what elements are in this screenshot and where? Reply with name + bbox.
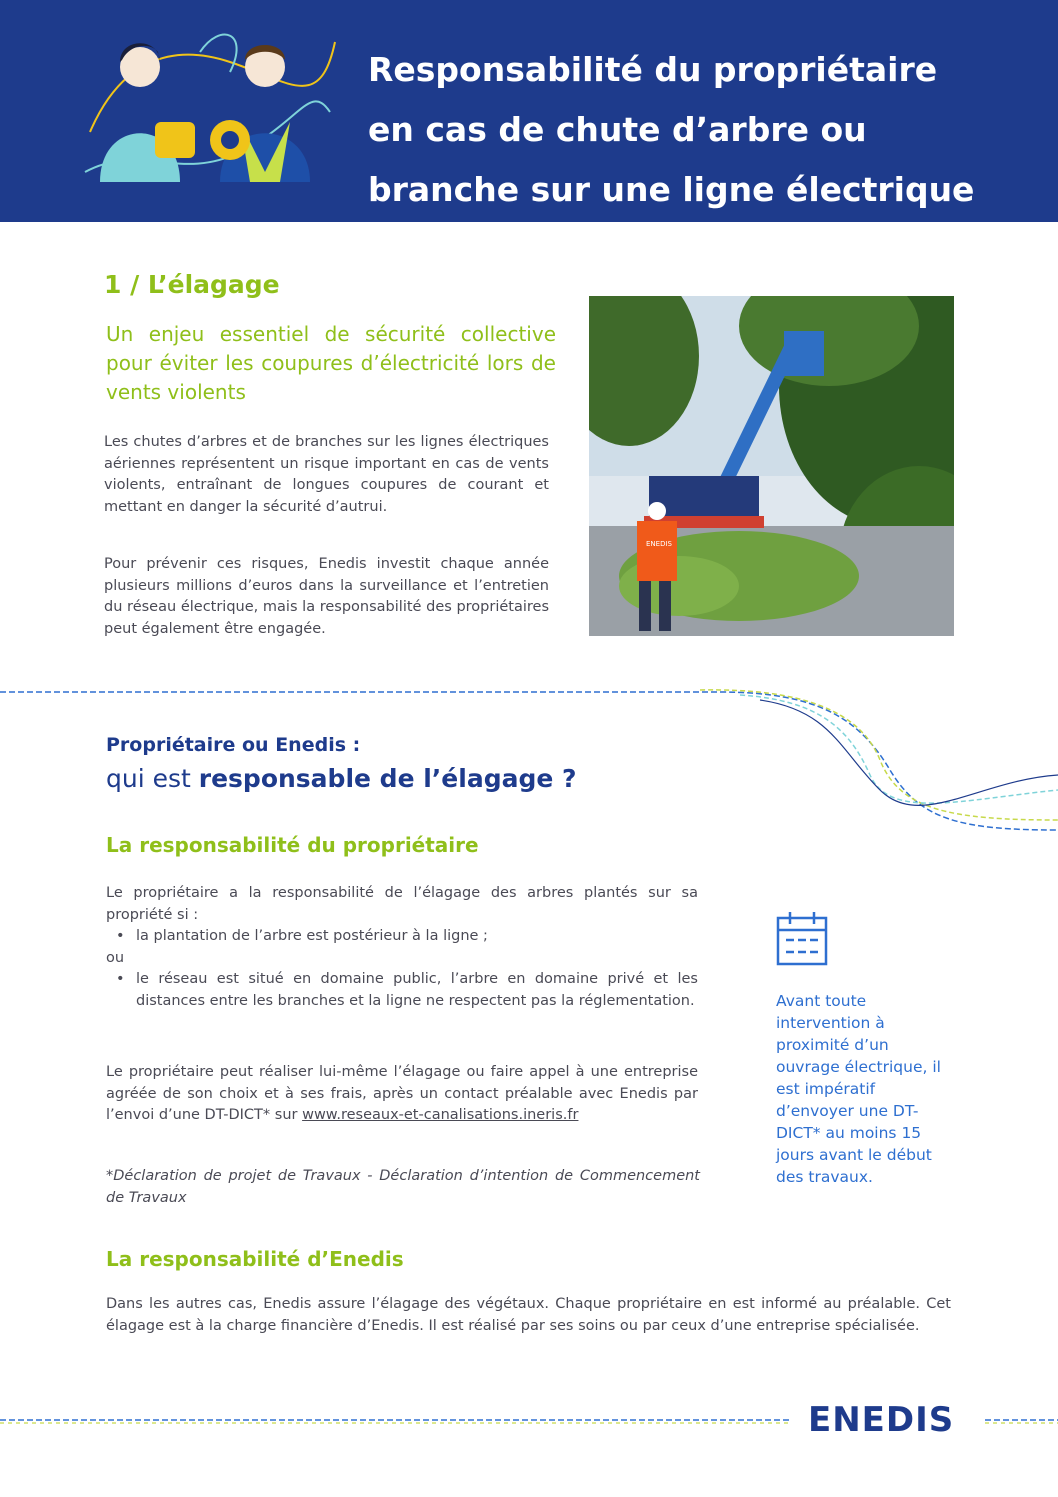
condition-list bbox=[106, 969, 698, 1012]
section-heading-elagage: 1 / L’élagage bbox=[104, 270, 280, 299]
enedis-responsibility-text: Dans les autres cas, Enedis assure l’élagage des végétaux. Chaque propriétaire en est informé au préalable. Cet élagage est à la charge financière d’Enedis. Il est réalisé par ses soins ou par ceux d’une entreprise spécialisée. bbox=[106, 1296, 951, 1334]
page-title bbox=[368, 40, 1028, 220]
owner-intro: Le propriétaire a la responsabilité de l’élagage des arbres plantés sur sa propriété si : bbox=[106, 885, 698, 923]
title-line: branche sur une ligne électrique bbox=[368, 170, 975, 209]
owner-options-paragraph bbox=[106, 1062, 698, 1127]
enedis-logo: ENEDIS bbox=[808, 1400, 955, 1440]
dt-dict-footnote: *Déclaration de projet de Travaux - Déclaration d’intention de Commencement de Travaux bbox=[106, 1168, 700, 1206]
condition-item: • la plantation de l’arbre est postérieur à la ligne ; bbox=[106, 926, 698, 948]
title-line: Responsabilité du propriétaire bbox=[368, 50, 938, 89]
header-banner bbox=[0, 0, 1058, 222]
people-with-cable-illustration bbox=[80, 22, 340, 202]
paragraph-risks: Les chutes d’arbres et de branches sur les lignes électriques aériennes représentent un risque important en cas de vents violents, entraînant de longues coupures de courant et mettant en danger la sécurité d’autrui. bbox=[104, 434, 549, 515]
question-heading: Propriétaire ou Enedis : bbox=[106, 734, 361, 756]
question-subheading bbox=[106, 764, 577, 793]
dt-dict-reminder: Avant toute intervention à proximité d’un ouvrage électrique, il est impératif d’envoyer une DT-DICT* au moins 15 jours avant le début des travaux. bbox=[776, 992, 941, 1186]
dt-dict-website-link[interactable]: www.reseaux-et-canalisations.ineris.fr bbox=[302, 1107, 579, 1123]
owner-responsibility-heading: La responsabilité du propriétaire bbox=[106, 833, 479, 857]
paragraph-prevention: Pour prévenir ces risques, Enedis investit chaque année plusieurs millions d’euros dans la surveillance et l’entretien du réseau électrique, mais la responsabilité des propriétaires peut également être engagée. bbox=[104, 556, 549, 637]
owner-conditions bbox=[106, 883, 698, 1012]
enedis-responsibility-heading: La responsabilité d’Enedis bbox=[106, 1247, 404, 1271]
section-lead: Un enjeu essentiel de sécurité collective pour éviter les coupures d’électricité lors de vents violents bbox=[106, 322, 556, 404]
condition-list bbox=[106, 926, 698, 948]
question-prefix: qui est bbox=[106, 764, 199, 793]
question-bold: responsable de l’élagage ? bbox=[198, 764, 577, 793]
title-line: en cas de chute d’arbre ou bbox=[368, 110, 867, 149]
tree-trimming-photo bbox=[589, 296, 954, 636]
condition-item: • le réseau est situé en domaine public, l’arbre en domaine privé et les distances entre les branches et la ligne ne respectent pas la réglementation. bbox=[106, 969, 698, 1012]
vest-badge: ENEDIS bbox=[646, 540, 672, 548]
or-separator: ou bbox=[106, 949, 125, 966]
calendar-icon bbox=[776, 910, 828, 966]
decorative-wave-lines bbox=[0, 680, 1058, 840]
owner-options-text: Le propriétaire peut réaliser lui-même l’élagage ou faire appel à une entreprise agréée de son choix et à ses frais, après un contact préalable avec Enedis par l’envoi d’une DT-DICT* sur bbox=[106, 1064, 698, 1123]
